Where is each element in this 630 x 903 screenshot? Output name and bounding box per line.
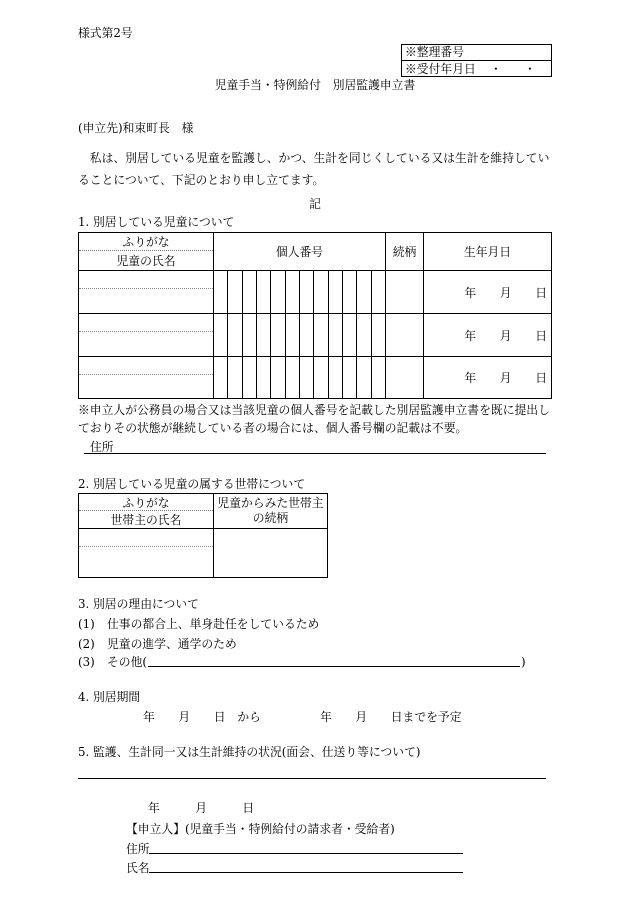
- furigana-header: ふりがな: [79, 233, 213, 251]
- individual-number-digit-box: [314, 357, 328, 398]
- declaration-paragraph: 私は、別居している児童を監護し、かつ、生計を同じくしている又は生計を維持していることについて、下記のとおり申し立てます。: [78, 151, 550, 187]
- separation-period: 年 月 日 から 年 月 日までを予定: [143, 710, 462, 724]
- office-use-box: [401, 44, 552, 77]
- received-date-separator: ・: [490, 62, 502, 76]
- furigana-divider: [79, 288, 213, 289]
- received-date-label: ※受付年月日: [405, 62, 476, 76]
- received-date-separator: ・: [524, 62, 536, 76]
- individual-number-digit-box: [271, 314, 285, 356]
- individual-number-cell: [214, 271, 386, 314]
- reason-option-number: (1): [78, 617, 95, 631]
- birth-date-cell: [424, 314, 551, 357]
- individual-number-digit-box: [329, 271, 343, 313]
- child-name-header: [79, 233, 214, 271]
- ref-number-label: ※整理番号: [405, 45, 464, 59]
- child-name-cell: [79, 314, 214, 357]
- individual-number-digit-box: [228, 271, 242, 313]
- individual-number-digit-box: [257, 314, 271, 356]
- furigana-divider: [79, 546, 213, 547]
- individual-number-digit-box: [357, 271, 371, 313]
- section2-heading: 2. 別居している児童の属する世帯について: [78, 477, 306, 491]
- applicant-address-line: [149, 853, 463, 854]
- reason-option-text: その他(: [107, 655, 147, 669]
- individual-number-digit-box: [300, 271, 314, 313]
- individual-number-digit-box: [343, 271, 357, 313]
- household-relationship-cell: [214, 529, 327, 577]
- individual-number-digit-box: [228, 314, 242, 356]
- household-head-name-cell: [79, 529, 214, 577]
- section3-heading: 3. 別居の理由について: [78, 597, 199, 611]
- individual-number-digit-box: [329, 357, 343, 398]
- individual-number-digit-box: [329, 314, 343, 356]
- birth-date-cell: [424, 271, 551, 314]
- household-table: [78, 493, 328, 578]
- relationship-header: 続柄: [386, 233, 424, 271]
- child-address-label: 住所: [90, 440, 114, 454]
- individual-number-cell: [214, 314, 386, 357]
- individual-number-digit-box: [314, 271, 328, 313]
- section1-heading: 1. 別居している児童について: [78, 215, 235, 229]
- individual-number-digit-box: [343, 357, 357, 398]
- birth-date-header: 生年月日: [424, 233, 551, 271]
- child-name-cell: [79, 357, 214, 398]
- individual-number-note: ※申立人が公務員の場合又は当該児童の個人番号を記載した別居監護申立書を既に提出しておりその状態が継続している者の場合には、個人番号欄の記載は不要。: [78, 403, 550, 435]
- section5-heading: 5. 監護、生計同一又は生計維持の状況(面会、仕送り等について): [78, 745, 421, 759]
- individual-number-digit-box: [372, 357, 385, 398]
- form-number-label: 様式第2号: [78, 26, 133, 40]
- individual-number-digit-box: [228, 357, 242, 398]
- received-date-row: [402, 61, 551, 77]
- child-name-cell: [79, 271, 214, 314]
- individual-number-cell: [214, 357, 386, 398]
- applicant-name-label: 氏名: [126, 861, 150, 875]
- reason-option-number: (2): [78, 637, 95, 651]
- reason-option-text: 児童の進学、通学のため: [107, 637, 237, 651]
- individual-number-digit-box: [214, 314, 228, 356]
- birth-date-label: 年 月 日: [464, 328, 547, 343]
- individual-number-digit-box: [243, 357, 257, 398]
- other-reason-line: [148, 666, 520, 667]
- document-title: 児童手当・特例給付 別居監護申立書: [214, 78, 416, 92]
- other-reason-close-paren: ): [521, 655, 526, 669]
- birth-date-cell: [424, 357, 551, 398]
- birth-date-label: 年 月 日: [464, 285, 547, 300]
- relationship-cell: [386, 271, 424, 314]
- individual-number-digit-box: [271, 271, 285, 313]
- applicant-heading: 【申立人】(児童手当・特例給付の請求者・受給者): [126, 822, 395, 836]
- individual-number-digit-box: [357, 357, 371, 398]
- section4-heading: 4. 別居期間: [78, 690, 141, 704]
- individual-number-digit-box: [343, 314, 357, 356]
- individual-number-digit-box: [257, 357, 271, 398]
- individual-number-digit-box: [243, 314, 257, 356]
- applicant-address-label: 住所: [126, 842, 150, 856]
- applicant-date: 年 月 日: [148, 801, 255, 815]
- individual-number-header: 個人番号: [214, 233, 386, 271]
- individual-number-digit-box: [314, 314, 328, 356]
- household-head-name-header-label: 世帯主の氏名: [110, 513, 182, 527]
- household-relationship-header: 児童からみた世帯主の続柄: [214, 494, 327, 529]
- children-table: [78, 232, 552, 399]
- individual-number-digit-box: [214, 357, 228, 398]
- individual-number-digit-box: [372, 314, 385, 356]
- birth-date-label: 年 月 日: [464, 371, 547, 385]
- child-address-line: [84, 453, 546, 454]
- child-name-header-label: 児童の氏名: [116, 254, 176, 268]
- furigana-header: ふりがな: [79, 494, 213, 511]
- reason-option-number: (3): [78, 655, 95, 669]
- furigana-divider: [79, 331, 213, 332]
- individual-number-digit-box: [286, 271, 300, 313]
- individual-number-digit-box: [372, 271, 385, 313]
- applicant-name-line: [149, 872, 463, 873]
- status-line: [78, 778, 546, 779]
- reason-option-text: 仕事の都合上、単身赴任をしているため: [107, 617, 320, 631]
- recipient-line: (申立先)和束町長 様: [78, 121, 194, 135]
- ref-number-row: [402, 45, 551, 61]
- furigana-divider: [79, 374, 213, 375]
- relationship-cell: [386, 314, 424, 357]
- individual-number-digit-box: [286, 314, 300, 356]
- individual-number-digit-box: [357, 314, 371, 356]
- individual-number-digit-box: [257, 271, 271, 313]
- household-head-name-header: [79, 494, 214, 529]
- individual-number-digit-box: [243, 271, 257, 313]
- individual-number-digit-box: [271, 357, 285, 398]
- individual-number-digit-box: [300, 314, 314, 356]
- individual-number-digit-box: [300, 357, 314, 398]
- individual-number-digit-box: [286, 357, 300, 398]
- individual-number-digit-box: [214, 271, 228, 313]
- relationship-cell: [386, 357, 424, 398]
- ki-marker: 記: [309, 197, 321, 211]
